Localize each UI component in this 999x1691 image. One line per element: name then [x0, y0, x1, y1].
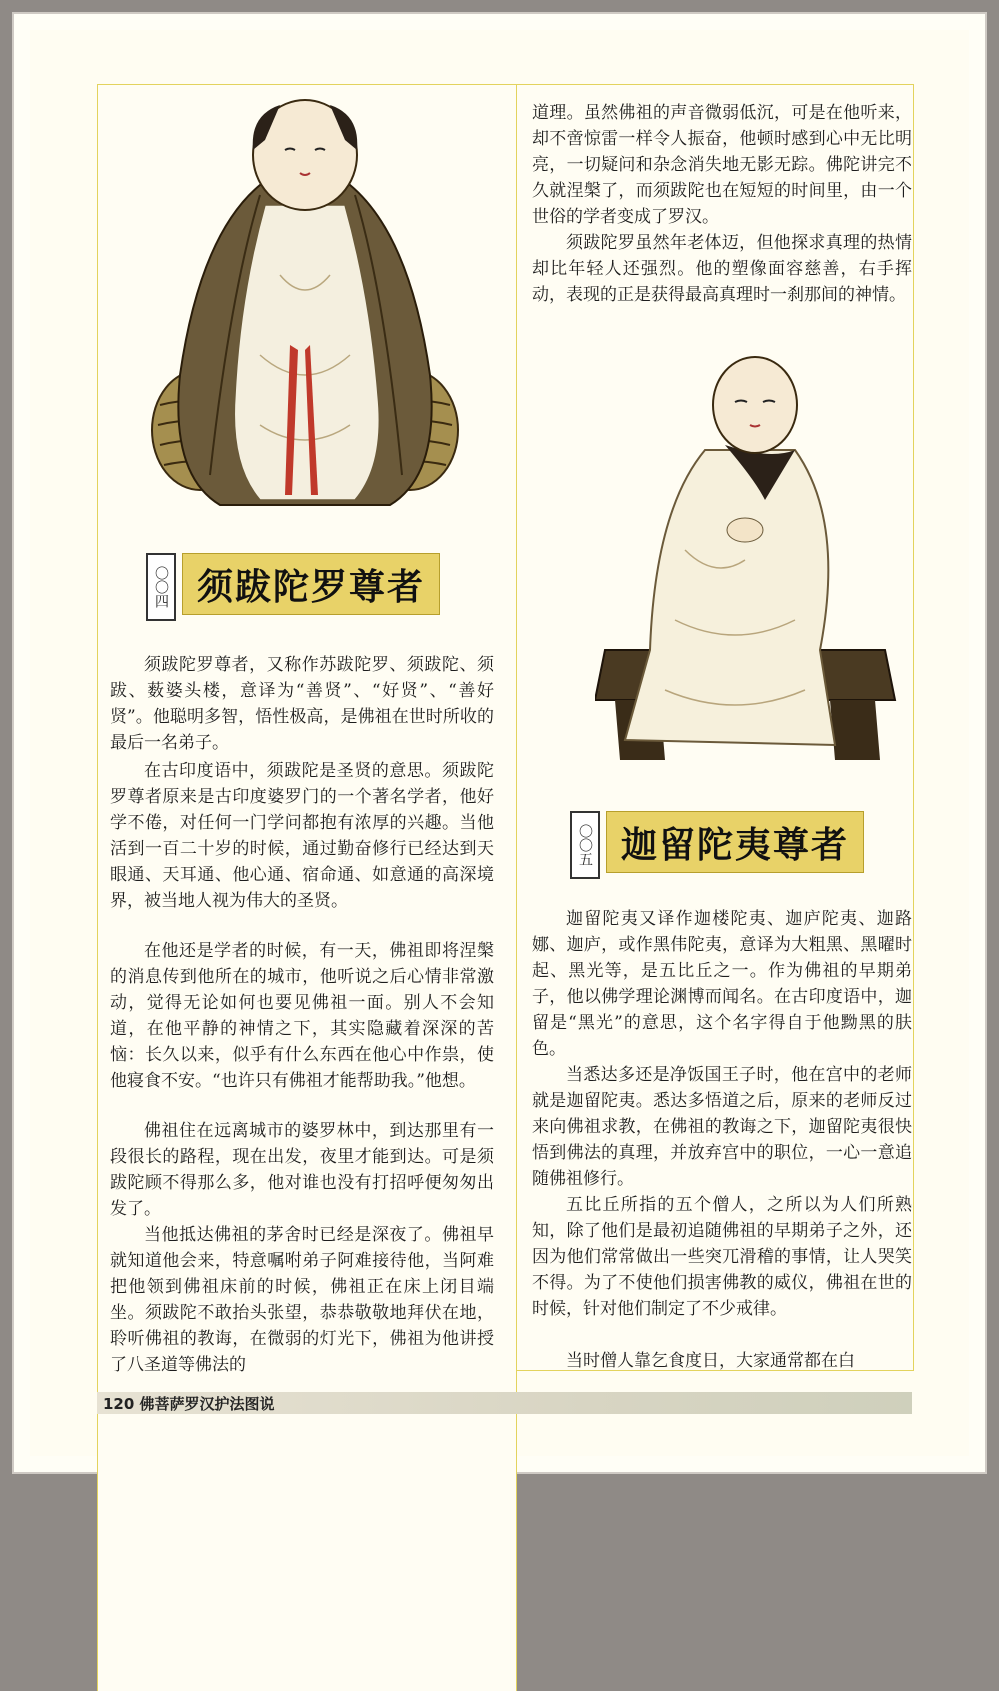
paragraph: 当悉达多还是净饭国王子时，他在宫中的老师就是迦留陀夷。悉达多悟道之后，原来的老师反过来向佛祖求教，在佛祖的教诲之下，迦留陀夷很快悟到佛法的真理，并放弃宫中的职位，一心一意追随佛祖修行。 — [532, 1065, 912, 1189]
section-title: 须跋陀罗尊者 — [182, 553, 440, 615]
section-title: 迦留陀夷尊者 — [606, 811, 864, 873]
arhat-subhadra-illustration — [140, 95, 470, 515]
arhat-kaludayin-illustration — [595, 350, 905, 770]
title-block-005 — [570, 811, 864, 879]
paragraph: 佛祖住在远离城市的婆罗林中，到达那里有一段很长的路程，现在出发，夜里才能到达。可是须跋陀顾不得那么多，他对谁也没有打招呼便匆匆出发了。 — [110, 1121, 494, 1219]
paragraph: 迦留陀夷又译作迦楼陀夷、迦庐陀夷、迦路娜、迦庐，或作黑伟陀夷，意译为大粗黑、黑曜时起、黑光等，是五比丘之一。作为佛祖的早期弟子，他以佛学理论渊博而闻名。在古印度语中，迦留是“黑光”的意思，这个名字得自于他黝黑的肤色。 — [532, 909, 912, 1059]
paragraph: 在他还是学者的时候，有一天，佛祖即将涅槃的消息传到他所在的城市，他听说之后心情非常激动，觉得无论如何也要见佛祖一面。别人不会知道，在他平静的神情之下，其实隐藏着深深的苦恼：长久以来，似乎有什么东西在他心中作祟，使他寝食不安。“也许只有佛祖才能帮助我。”他想。 — [110, 941, 494, 1091]
paragraph: 五比丘所指的五个僧人，之所以为人们所熟知，除了他们是最初追随佛祖的早期弟子之外，还因为他们常常做出一些突兀滑稽的事情，让人哭笑不得。为了不使他们损害佛教的威仪，佛祖在世的时候，针对他们制定了不少戒律。 — [532, 1195, 912, 1319]
paragraph: 道理。虽然佛祖的声音微弱低沉，可是在他听来，却不啻惊雷一样令人振奋，他顿时感到心中无比明亮，一切疑问和杂念消失地无影无踪。佛陀讲完不久就涅槃了，而须跋陀也在短短的时间里，由一个世俗的学者变成了罗汉。 — [532, 103, 912, 227]
paragraph: 当他抵达佛祖的茅舍时已经是深夜了。佛祖早就知道他会来，特意嘱咐弟子阿难接待他，当阿难把他领到佛祖床前的时候，佛祖正在床上闭目端坐。须跋陀不敢抬头张望，恭恭敬敬地拜伏在地，聆听佛祖的教诲，在微弱的灯光下，佛祖为他讲授了八圣道等佛法的 — [110, 1225, 494, 1375]
page-footer: 120 佛菩萨罗汉护法图说 — [97, 1392, 912, 1414]
title-block-004 — [146, 553, 440, 621]
paragraph: 须跋陀罗虽然年老体迈，但他探求真理的热情却比年轻人还强烈。他的塑像面容慈善，右手挥动，表现的正是获得最高真理时一刹那间的神情。 — [532, 233, 912, 305]
paragraph: 当时僧人靠乞食度日，大家通常都在白 — [566, 1351, 855, 1371]
paragraph: 须跋陀罗尊者，又称作苏跋陀罗、须跋陀、须跋、薮婆头楼，意译为“善贤”、“好贤”、“善好贤”。他聪明多智，悟性极高，是佛祖在世时所收的最后一名弟子。 — [110, 655, 494, 753]
title-number: 〇〇四 — [146, 553, 176, 621]
paragraph: 在古印度语中，须跋陀是圣贤的意思。须跋陀罗尊者原来是古印度婆罗门的一个著名学者，他好学不倦，对任何一门学问都抱有浓厚的兴趣。当他活到一百二十岁的时候，通过勤奋修行已经达到天眼通、天耳通、他心通、宿命通、如意通的高深境界，被当地人视为伟大的圣贤。 — [110, 761, 494, 911]
title-number: 〇〇五 — [570, 811, 600, 879]
